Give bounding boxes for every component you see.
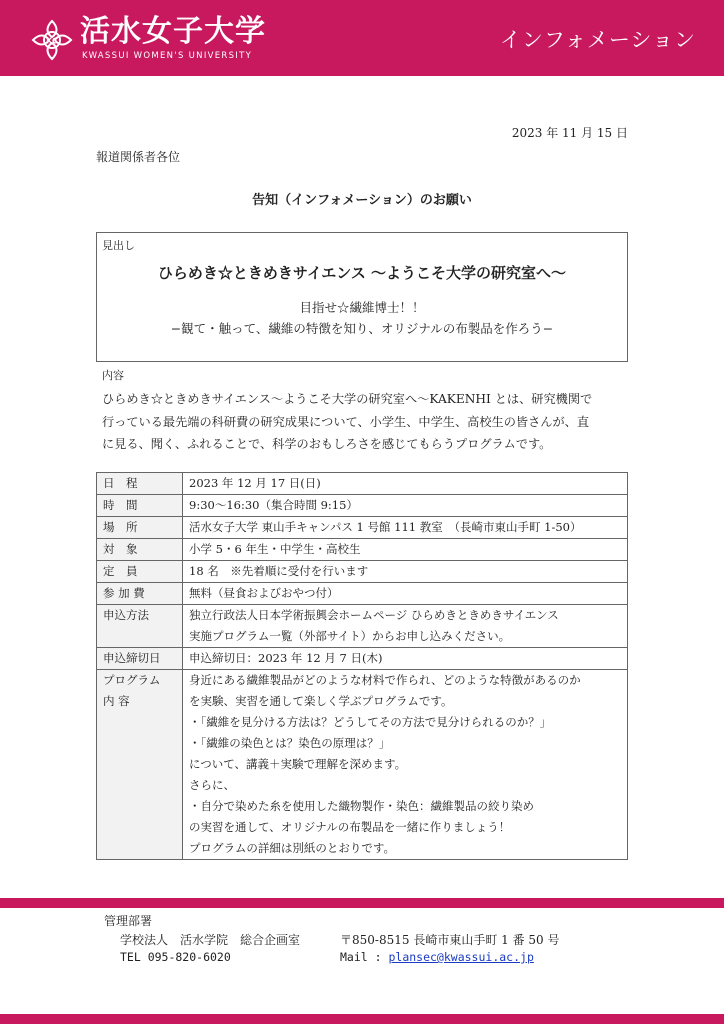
- table-row-program: [97, 670, 628, 860]
- table-row-place: [97, 517, 628, 539]
- row-value: [183, 605, 628, 648]
- value-line: 無料（昼食およびおやつ付）: [189, 586, 339, 600]
- program-label-2: 内 容: [103, 694, 130, 708]
- value-line: について、講義＋実験で理解を深めます。: [189, 757, 407, 771]
- content-line: に見る、聞く、ふれることで、科学のおもしろさを感じてもらうプログラムです。: [102, 437, 552, 451]
- headline-subtitle-2: −観て・触って、繊維の特徴を知り、オリジナルの布製品を作ろう−: [170, 321, 554, 336]
- header-label: インフォメーション: [499, 28, 696, 52]
- mail-link[interactable]: plansec@kwassui.ac.jp: [388, 950, 534, 964]
- university-logo[interactable]: [30, 14, 290, 64]
- contact-address: 〒850-8515 長崎市東山手町 1 番 50 号: [340, 933, 560, 947]
- contact-title: 管理部署: [104, 914, 153, 928]
- contact-organization: 学校法人 活水学院 総合企画室: [120, 933, 301, 947]
- table-row-capacity: [97, 561, 628, 583]
- value-line: 独立行政法人日本学術振興会ホームページ ひらめきときめきサイエンス: [189, 608, 559, 622]
- row-value: [183, 495, 628, 517]
- contact-phone: TEL 095-820-6020: [120, 950, 231, 964]
- row-label: 時 間: [97, 495, 183, 517]
- content-body: [102, 388, 630, 456]
- row-label: 対 象: [97, 539, 183, 561]
- row-label: 申込方法: [97, 605, 183, 648]
- row-label: 参 加 費: [97, 583, 183, 605]
- row-value: [183, 670, 628, 860]
- value-line: 身近にある繊維製品がどのような材料で作られ、どのような特徴があるのか: [189, 673, 581, 687]
- value-line: ・「繊維を見分ける方法は？どうしてその方法で見分けられるのか？」: [189, 715, 552, 729]
- content-line: 行っている最先端の科研費の研究成果について、小学生、中学生、高校生の皆さんが、直: [102, 414, 590, 429]
- headline-box: [96, 232, 628, 362]
- table-row-date: [97, 473, 628, 495]
- headline-main: ひらめき☆ときめきサイエンス 〜ようこそ大学の研究室へ〜: [157, 264, 567, 282]
- value-line: ・「繊維の染色とは？染色の原理は？」: [189, 736, 391, 750]
- value-line: 9:30〜16:30（集合時間 9:15）: [189, 498, 358, 512]
- value-line: プログラムの詳細は別紙のとおりです。: [189, 841, 395, 855]
- contact-mail: [340, 950, 534, 964]
- event-details-table: [96, 472, 628, 860]
- table-row-time: [97, 495, 628, 517]
- header-banner: [0, 0, 724, 76]
- value-line: 小学 5・6 年生・中学生・高校生: [189, 542, 361, 556]
- row-label: 申込締切日: [97, 648, 183, 670]
- logo-subtitle: KWASSUI WOMEN'S UNIVERSITY: [82, 51, 253, 61]
- value-line: を実験、実習を通して楽しく学ぶプログラムです。: [189, 694, 453, 708]
- table-row-target: [97, 539, 628, 561]
- recipient: 報道関係者各位: [96, 150, 181, 164]
- value-line: 2023 年 12 月 17 日(日): [189, 476, 321, 490]
- row-value: [183, 517, 628, 539]
- content-tag: 内容: [102, 369, 124, 382]
- logo-name: 活水女子大学: [80, 14, 266, 49]
- row-label: 日 程: [97, 473, 183, 495]
- value-line: 18 名 ※先着順に受付を行います: [189, 564, 369, 578]
- headline-subtitle-1: 目指せ☆繊維博士！！: [299, 300, 425, 315]
- value-line: 申込締切日：2023 年 12 月 7 日(木): [189, 651, 383, 665]
- program-label-1: プログラム: [103, 673, 161, 687]
- table-row-deadline: [97, 648, 628, 670]
- row-value: [183, 583, 628, 605]
- row-label: 場 所: [97, 517, 183, 539]
- value-line: 実施プログラム一覧（外部サイト）からお申し込みください。: [189, 629, 511, 643]
- value-line: の実習を通して、オリジナルの布製品を一緒に作りましょう！: [189, 820, 511, 834]
- value-line: ・自分で染めた糸を使用した織物製作・染色：繊維製品の絞り染め: [189, 799, 534, 813]
- value-line: さらに、: [189, 778, 235, 792]
- bottom-bar: [0, 1014, 724, 1024]
- value-line: 活水女子大学 東山手キャンパス 1 号館 111 教室 （長崎市東山手町 1-50）: [189, 520, 582, 534]
- row-value: [183, 561, 628, 583]
- headline-tag: 見出し: [102, 239, 135, 252]
- content-line: ひらめき☆ときめきサイエンス〜ようこそ大学の研究室へ〜KAKENHI とは、研究機関で: [102, 392, 593, 406]
- mail-label: Mail :: [340, 950, 389, 964]
- row-value: [183, 473, 628, 495]
- document-title: 告知（インフォメーション）のお願い: [252, 193, 472, 208]
- row-value: [183, 539, 628, 561]
- row-label: 定 員: [97, 561, 183, 583]
- row-label: [97, 670, 183, 860]
- table-row-application: [97, 605, 628, 648]
- svg-text:KC: KC: [46, 36, 58, 46]
- row-value: [183, 648, 628, 670]
- university-seal-icon: [30, 18, 74, 62]
- issue-date: 2023 年 11 月 15 日: [511, 126, 628, 140]
- footer-divider-bar: [0, 898, 724, 908]
- table-row-fee: [97, 583, 628, 605]
